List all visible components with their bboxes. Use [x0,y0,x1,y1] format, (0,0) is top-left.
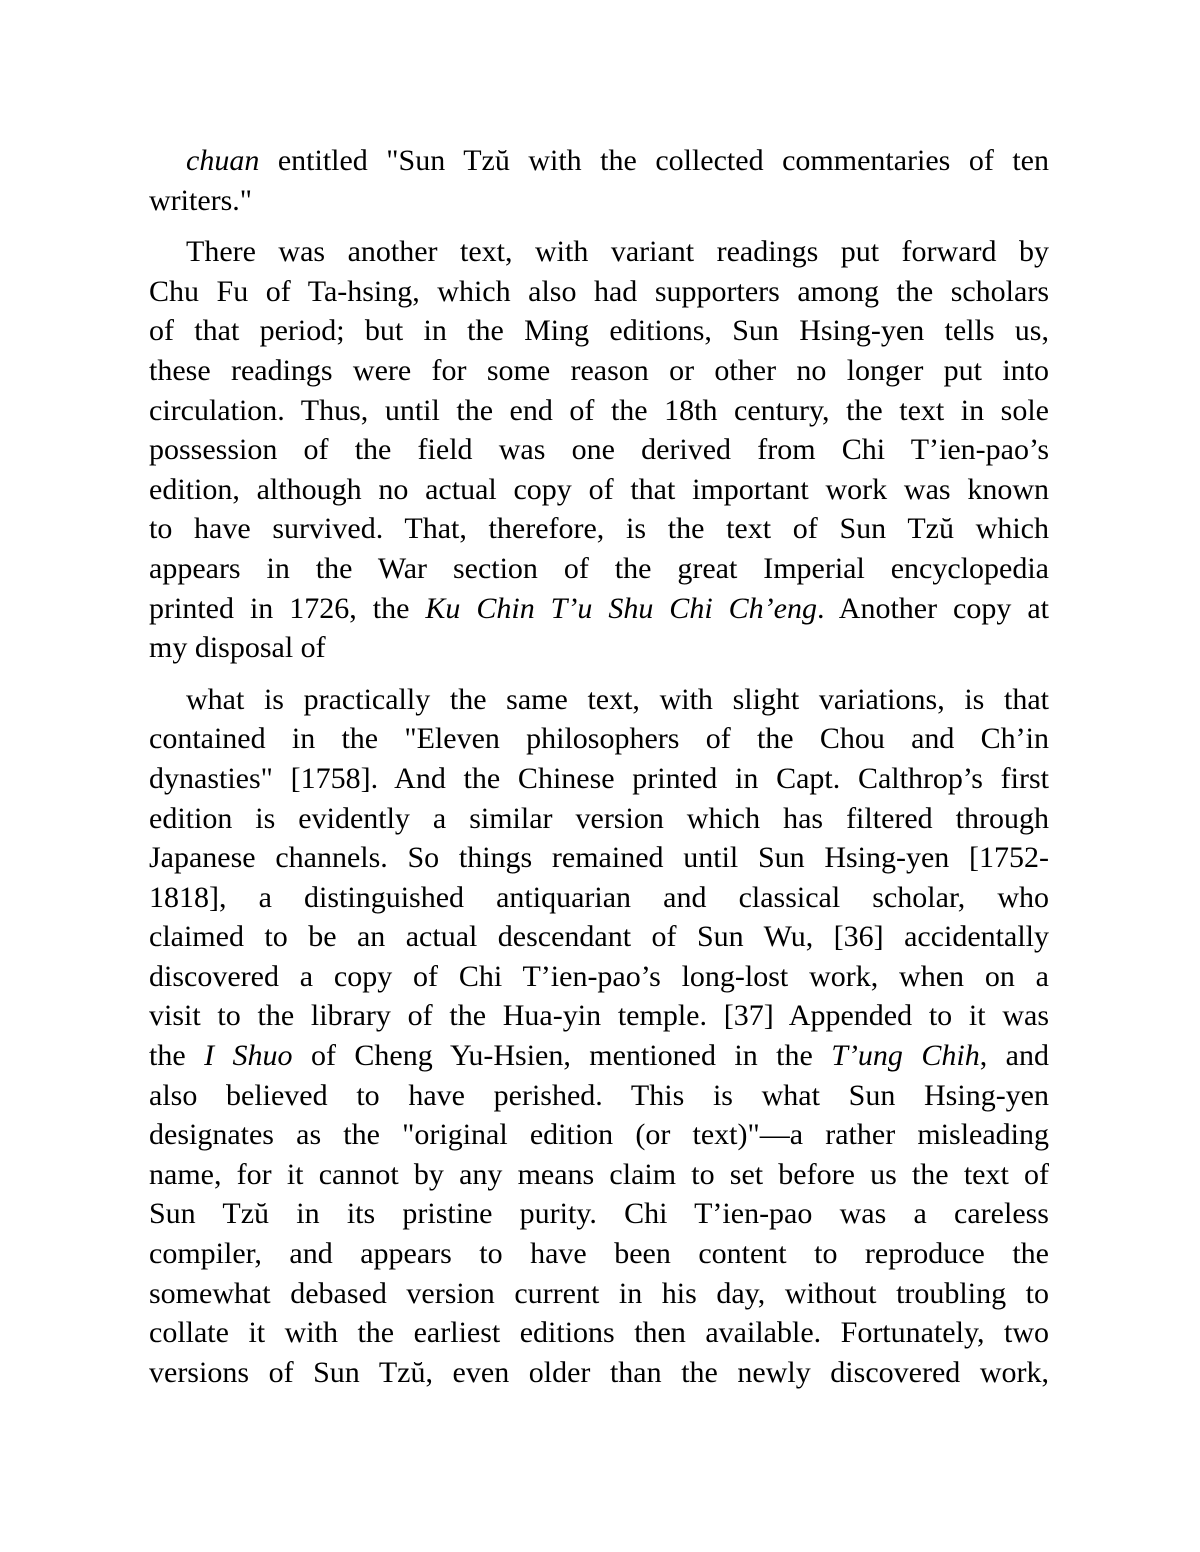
text-line: the I Shuo of Cheng Yu-Hsien, mentioned in the T’ung Chih, and [149,1039,1049,1073]
text-line: appears in the War section of the great Imperial encyclopedia [149,551,1049,585]
text-line: collate it with the earliest editions then available. Fortunately, two [149,1316,1049,1350]
text-line: claimed to be an actual descendant of Sun Wu, [36] accidentally [149,920,1049,954]
text-line: my disposal of [149,631,326,665]
text-line: these readings were for some reason or other no longer put into [149,353,1049,387]
text-line: Sun Tzŭ in its pristine purity. Chi T’ien-pao was a careless [149,1197,1049,1231]
text-line: of that period; but in the Ming editions, Sun Hsing-yen tells us, [149,314,1049,348]
text-line: visit to the library of the Hua-yin temple. [37] Appended to it was [149,999,1049,1033]
text-line: edition is evidently a similar version which has filtered through [149,801,1049,835]
paragraph [149,680,1049,1393]
paragraph [149,141,1049,220]
text-line: also believed to have perished. This is what Sun Hsing-yen [149,1078,1049,1112]
text-line: circulation. Thus, until the end of the 18th century, the text in sole [149,393,1049,427]
text-line: contained in the "Eleven philosophers of the Chou and Ch’in [149,722,1049,756]
text-line: designates as the "original edition (or text)"—a rather misleading [149,1118,1049,1152]
text-line: to have survived. That, therefore, is the text of Sun Tzŭ which [149,512,1049,546]
text-line: compiler, and appears to have been content to reproduce the [149,1237,1049,1271]
paragraph [149,232,1049,668]
text-line: versions of Sun Tzŭ, even older than the newly discovered work, [149,1355,1049,1389]
text-line: Chu Fu of Ta-hsing, which also had supporters among the scholars [149,274,1049,308]
text-line: possession of the field was one derived from Chi T’ien-pao’s [149,433,1049,467]
text-line: 1818], a distinguished antiquarian and classical scholar, who [149,880,1049,914]
text-line: chuan entitled "Sun Tzŭ with the collected commentaries of ten [186,144,1049,177]
text-line: writers." [149,183,253,217]
text-line: printed in 1726, the Ku Chin T’u Shu Chi Ch’eng. Another copy at [149,591,1049,625]
text-line: edition, although no actual copy of that important work was known [149,472,1049,506]
text-line: what is practically the same text, with slight variations, is that [186,682,1049,716]
text-line: Japanese channels. So things remained until Sun Hsing-yen [1752- [149,841,1049,875]
text-line: dynasties" [1758]. And the Chinese printed in Capt. Calthrop’s first [149,761,1049,795]
text-line: discovered a copy of Chi T’ien-pao’s long-lost work, when on a [149,959,1049,993]
text-line: There was another text, with variant readings put forward by [186,235,1049,269]
text-line: name, for it cannot by any means claim to set before us the text of [149,1157,1049,1191]
text-line: somewhat debased version current in his day, without troubling to [149,1276,1049,1310]
